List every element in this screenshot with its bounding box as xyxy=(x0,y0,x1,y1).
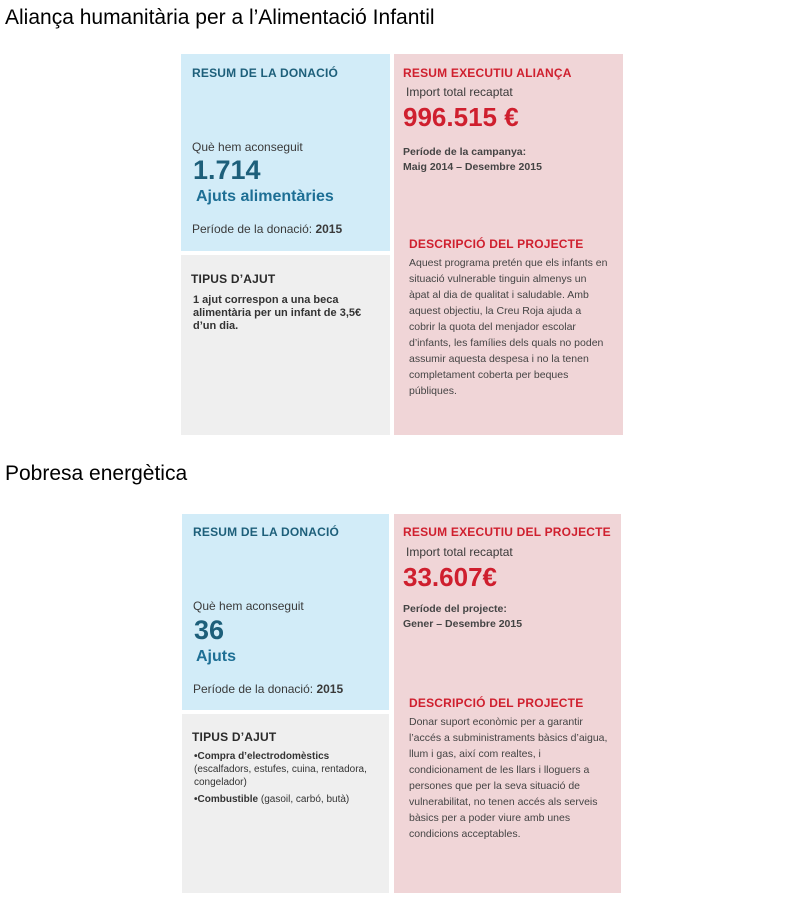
list-item-detail: (escalfadors, estufes, cuina, rentadora, congelador) xyxy=(194,764,367,788)
donation-period xyxy=(192,222,342,236)
executive-summary-heading: RESUM EXECUTIU ALIANÇA xyxy=(403,66,572,80)
project-description-text: Donar suport econòmic per a garantir l’accés a subministraments bàsics d’aigua, llum i gas, així com realtes, i condicionament de les llars i lloguers a persones que per la seva situació de vulnerabilitat, no tenen accés als serveis bàsics per a poder viure amb unes condicions acceptables. xyxy=(409,716,608,840)
project-description-text: Aquest programa pretén que els infants en situació vulnerable tinguin almenys un àpat al dia de qualitat i saludable. Amb aquest objectiu, la Creu Roja ajuda a cobrir la quota del menjador escolar d’infants, les famílies dels quals no poden assumir aquesta despesa i no la tenen completament coberta per beques públiques. xyxy=(409,257,608,397)
donation-summary-heading: RESUM DE LA DONACIÓ xyxy=(193,525,340,539)
campaign-period xyxy=(403,145,618,175)
section-title: Pobresa energètica xyxy=(5,462,188,485)
list-item-title: Compra d’electrodomèstics xyxy=(197,751,330,762)
donation-summary-panel xyxy=(182,514,389,710)
donation-summary-panel xyxy=(181,54,390,251)
list-item-detail: (gasoil, carbó, butà) xyxy=(260,794,350,805)
aid-unit: Ajuts alimentàries xyxy=(196,188,334,205)
list-item-bullet: • xyxy=(194,751,198,762)
executive-summary-heading: RESUM EXECUTIU DEL PROJECTE xyxy=(403,525,611,539)
project-description-heading: DESCRIPCIÓ DEL PROJECTE xyxy=(409,696,584,710)
aid-count: 36 xyxy=(194,615,225,645)
donation-period xyxy=(193,682,343,696)
aid-type-heading: TIPUS D’AJUT xyxy=(191,272,276,286)
executive-summary-panel xyxy=(394,54,623,435)
donation-period-value: 2015 xyxy=(316,682,344,696)
total-raised-value: 996.515 € xyxy=(403,102,519,132)
donation-period-label: Període de la donació: xyxy=(193,682,314,696)
achieved-label: Què hem aconseguit xyxy=(192,140,303,154)
list-item-bullet: • xyxy=(194,794,198,805)
total-raised-label: Import total recaptat xyxy=(406,545,513,559)
list-item-title: Combustible xyxy=(197,794,259,805)
section-title: Aliança humanitària per a l’Alimentació Infantil xyxy=(5,6,435,29)
achieved-label: Què hem aconseguit xyxy=(193,599,304,613)
aid-type-text: 1 ajut correspon a una beca alimentària per un infant de 3,5€ d’un dia. xyxy=(193,294,362,332)
donation-period-label: Període de la donació: xyxy=(192,222,313,236)
total-raised-value: 33.607€ xyxy=(403,562,497,592)
aid-type-heading: TIPUS D’AJUT xyxy=(192,730,277,744)
campaign-period-value: Maig 2014 – Desembre 2015 xyxy=(403,161,542,173)
campaign-period-label: Període de la campanya: xyxy=(403,146,527,158)
aid-count: 1.714 xyxy=(193,155,261,185)
project-period-label: Període del projecte: xyxy=(403,603,507,615)
aid-type-panel xyxy=(182,714,389,893)
donation-period-value: 2015 xyxy=(315,222,343,236)
project-period-value: Gener – Desembre 2015 xyxy=(403,618,523,630)
aid-type-panel xyxy=(181,255,390,435)
list-item xyxy=(194,793,380,806)
executive-summary-panel xyxy=(394,514,621,893)
aid-unit: Ajuts xyxy=(196,648,236,665)
aid-type-list xyxy=(194,750,380,810)
list-item xyxy=(194,750,380,789)
project-period xyxy=(403,602,618,632)
total-raised-label: Import total recaptat xyxy=(406,85,513,99)
project-description-heading: DESCRIPCIÓ DEL PROJECTE xyxy=(409,237,584,251)
donation-summary-heading: RESUM DE LA DONACIÓ xyxy=(192,66,339,80)
